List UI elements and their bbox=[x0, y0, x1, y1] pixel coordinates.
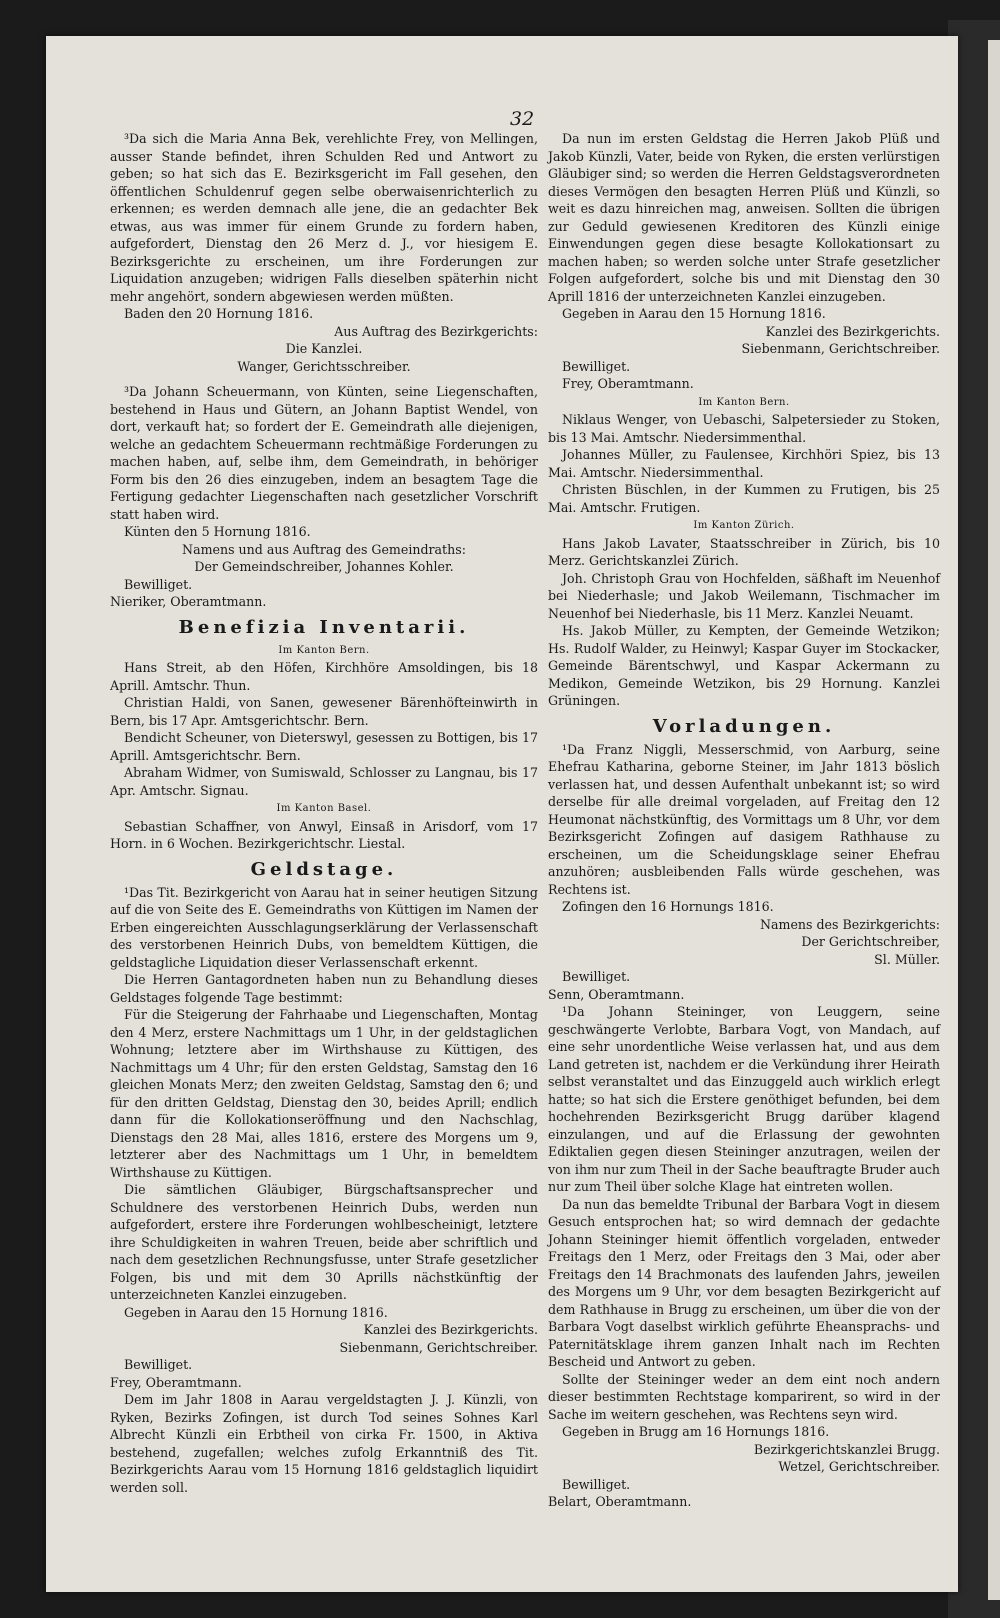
steininger-signature-1: Bezirkgerichtskanzlei Brugg. bbox=[753, 1441, 940, 1457]
notice-scheuermann-signature-1: Namens und aus Auftrag des Gemeindraths: bbox=[182, 541, 466, 557]
niggli-notice-text: ¹Da Franz Niggli, Messerschmid, von Aarburg, seine Ehefrau Katharina, geborne Steiner, im Jahr 1813 böslich verlassen hat, und dessen Aufenthalt unbekannt ist; so wird derselbe für alle dreimal vorgeladen, auf Freitag den 12 Heumonat nächstkünftig, des Vormittags um 8 Uhr, vor dem Bezirksgericht Zofingen auf dasigem Rathhause zu erscheinen, um die Scheidungsklage seiner Ehefrau anzuhören; ausbleibenden Falls würde geschehen, was Rechtens ist. bbox=[548, 741, 940, 897]
geldstage-paragraph-4: Die sämtlichen Gläubiger, Bürgschaftsansprecher und Schuldnere des verstorbenen Heinrich Dubs, werden nun aufgefordert, erstere ihre Forderungen wohlbescheinigt, letztere ihre Schuldigkeiten in wahren Treuen, beide aber schriftlich und nach dem gesetzlichen Rechnungsfusse, unter Strafe gesetzlicher Folgen, bis und mit dem 30 Aprills nächstkünftig der unterzeichneten Kanzlei einzugeben. bbox=[110, 1182, 538, 1302]
geldstage-paragraph-3: Für die Steigerung der Fahrhaabe und Liegenschaften, Montag den 4 Merz, erstere Nachmittags um 1 Uhr, in der geldstaglichen Wohnung; letztere aber im Wirthshause zu Küttigen, des Nachmittags um 4 Uhr; für den ersten Geldstag, Samstag den 16 gleichen Monats Merz; den zweiten Geldstag, Samstag den 6; und für den dritten Geldstag, Dienstag den 30, beides Aprill; endlich dann für die Kollokationseröffnung und den Nachschlag, Dienstags den 28 Mai, alles 1816, erstere des Morgens um 9, letzterer aber des Nachmittags um 1 Uhr, in bemeldtem Wirthshause zu Küttigen. bbox=[110, 1007, 538, 1180]
list-item: Abraham Widmer, von Sumiswald, Schlosser zu Langnau, bis 17 Apr. Amtschr. Signau. bbox=[110, 765, 538, 798]
steininger-approved: Bewilliget. bbox=[562, 1476, 631, 1492]
list-item: Christian Haldi, von Sanen, gewesener Bärenhöfteinwirth in Bern, bis 17 Apr. Amtsgerichtschr. Bern. bbox=[110, 695, 538, 728]
steininger-notice-text-2: Da nun das bemeldte Tribunal der Barbara Vogt in diesem Gesuch entsprochen hat; so wird demnach der gedachte Johann Steininger hiemit öffentlich vorgeladen, entweder Freitags den 1 Merz, oder Freitags den 3 Mai, oder aber Freitags den 14 Brachmonats des laufenden Jahrs, jeweilen des Morgens um 9 Uhr, vor dem besagten Bezirkgericht auf dem Rathhause in Brugg zu erscheinen, um über die von der Barbara Vogt daselbst wirklich geführte Eheansprachs- und Paternitätsklage ihrem ganzen Inhalt nach im Rechten Bescheid und Antwort zu geben. bbox=[548, 1196, 940, 1369]
kuenzli-signature-1: Kanzlei des Bezirkgerichts. bbox=[765, 323, 940, 339]
page-number: 32 bbox=[510, 108, 535, 130]
niggli-approved: Bewilliget. bbox=[562, 969, 631, 984]
heading-geldstage: Geldstage. bbox=[250, 858, 398, 880]
left-column bbox=[110, 130, 538, 1496]
notice-scheuermann-approved: Bewilliget. bbox=[124, 576, 193, 592]
niggli-signature-1: Namens des Bezirkgerichts: bbox=[760, 916, 940, 932]
kuenzli-official: Frey, Oberamtmann. bbox=[562, 376, 694, 391]
notice-bek-signature-3: Wanger, Gerichtsschreiber. bbox=[237, 358, 411, 374]
kuenzli-signature-2: Siebenmann, Gerichtschreiber. bbox=[741, 341, 940, 356]
list-item: Johannes Müller, zu Faulensee, Kirchhöri Spiez, bis 13 Mai. Amtschr. Niedersimmenthal. bbox=[548, 447, 940, 480]
steininger-signature-2: Wetzel, Gerichtschreiber. bbox=[778, 1459, 940, 1474]
niggli-signature-2: Der Gerichtschreiber, bbox=[801, 934, 940, 949]
geldstage-paragraph-2: Die Herren Gantagordneten haben nun zu Behandlung dieses Geldstages folgende Tage bestimmt: bbox=[110, 972, 538, 1005]
notice-scheuermann-signature-2: Der Gemeindschreiber, Johannes Kohler. bbox=[194, 559, 454, 574]
steininger-date: Gegeben in Brugg am 16 Hornungs 1816. bbox=[562, 1424, 830, 1439]
canton-bern-label: Im Kanton Bern. bbox=[278, 644, 370, 656]
notice-bek-signature-1: Aus Auftrag des Bezirkgerichts: bbox=[334, 323, 538, 339]
adjacent-page-edge bbox=[988, 40, 1000, 1600]
niggli-date: Zofingen den 16 Hornungs 1816. bbox=[562, 899, 774, 914]
geldstage-signature-1: Kanzlei des Bezirkgerichts. bbox=[363, 1322, 538, 1337]
geldstage-official: Frey, Oberamtmann. bbox=[110, 1374, 242, 1390]
right-column bbox=[548, 130, 940, 1511]
notice-bek-date: Baden den 20 Hornung 1816. bbox=[124, 306, 314, 321]
niggli-signature-3: Sl. Müller. bbox=[874, 951, 940, 967]
geldstage-signature-2: Siebenmann, Gerichtschreiber. bbox=[339, 1339, 538, 1355]
niggli-official: Senn, Oberamtmann. bbox=[548, 986, 685, 1002]
geldstage-date: Gegeben in Aarau den 15 Hornung 1816. bbox=[124, 1304, 388, 1320]
list-item: Bendicht Scheuner, von Dieterswyl, gesessen zu Bottigen, bis 17 Aprill. Amtsgerichtschr. Bern. bbox=[110, 730, 538, 763]
canton-basel-label: Im Kanton Basel. bbox=[276, 803, 372, 814]
list-item: Niklaus Wenger, von Uebaschi, Salpetersieder zu Stoken, bis 13 Mai. Amtschr. Niedersimmenthal. bbox=[548, 412, 940, 445]
notice-bek-signature-2: Die Kanzlei. bbox=[285, 341, 363, 356]
steininger-official: Belart, Oberamtmann. bbox=[548, 1494, 692, 1509]
canton-bern-label-right: Im Kanton Bern. bbox=[698, 396, 790, 408]
notice-scheuermann-date: Künten den 5 Hornung 1816. bbox=[124, 524, 311, 539]
list-item: Hans Jakob Lavater, Staatsschreiber in Zürich, bis 10 Merz. Gerichtskanzlei Zürich. bbox=[548, 535, 940, 568]
kuenzli-continuation-text: Da nun im ersten Geldstag die Herren Jakob Plüß und Jakob Künzli, Vater, beide von Ryken, die ersten verlürstigen Gläubiger sind; so werden die Herren Geldstagsverordneten dieses Vermögen den besagten Herren Plüß und Künzli, so weit es dazu hinreichen mag, anweisen. Sollten die übrigen zur Geduld gewiesenen Kreditoren des Künzli einige Einwendungen gegen diese besagte Kollokationsart zu machen haben; so werden solche unter Strafe gesetzlicher Folgen aufgefordert, solche bis und mit Dienstag den 30 Aprill 1816 der unterzeichneten Kanzlei einzugeben. bbox=[548, 131, 940, 304]
geldstage-paragraph-5: Dem im Jahr 1808 in Aarau vergeldstagten J. J. Künzli, von Ryken, Bezirks Zofingen, ist durch Tod seines Sohnes Karl Albrecht Künzli ein Erbtheil von cirka Fr. 1500, in Aktiva bestehend, zugefallen; welches zufolg Erkanntniß des Tit. Bezirkgerichts Aarau vom 15 Hornung 1816 geldstaglich liquidirt werden soll. bbox=[110, 1392, 538, 1495]
canton-zurich-label: Im Kanton Zürich. bbox=[693, 520, 795, 531]
list-item: Hs. Jakob Müller, zu Kempten, der Gemeinde Wetzikon; Hs. Rudolf Walder, zu Heinwyl; Kaspar Guyer im Stockacker, Gemeinde Bärentschwyl, und Kaspar Ackermann zu Medikon, Gemeinde Wetzikon, bis 29 Hornung. Kanzlei Grüningen. bbox=[548, 623, 940, 708]
steininger-notice-text: ¹Da Johann Steininger, von Leuggern, seine geschwängerte Verlobte, Barbara Vogt, von Mandach, auf eine sehr unordentliche Weise verlassen hat, und aus dem Land getreten ist, nachdem er die Verkündung ihrer Heirath selbst veranstaltet und das Einzuggeld auch wirklich erlegt hatte; so hat sich die Erstere genöthiget befunden, bei dem hochehrenden Bezirksgericht Brugg darüber klagend einzulangen, und auf die Erlassung der gewohnten Ediktalien gegen diesen Steininger anzutragen, weilen der von ihm nur zum Theil in der Sache beauftragte Bruder auch nur zum Theil über solche Klage hat eintreten wollen. bbox=[548, 1004, 940, 1194]
steininger-notice-text-3: Sollte der Steininger weder an dem eint noch andern dieser bestimmten Rechtstage komparirent, so wird in der Sache im weitern geschehen, was Rechtens seyn wird. bbox=[548, 1371, 940, 1422]
heading-vorladungen: Vorladungen. bbox=[652, 715, 836, 737]
notice-scheuermann-text: ³Da Johann Scheuermann, von Künten, seine Liegenschaften, bestehend in Haus und Gütern, an Johann Baptist Wendel, von dort, verkauft hat; so fordert der E. Gemeindrath alle diejenigen, welche an gedachtem Scheuermann rechtmäßige Forderungen zu machen haben, auf, selbe ihm, dem Gemeindrath, in behöriger Form bis den 26 dies einzugeben, indem an besagtem Tage die Fertigung gedachter Liegenschaften nach gesetzlicher Vorschrift statt haben wird. bbox=[110, 384, 538, 522]
list-item: Christen Büschlen, in der Kummen zu Frutigen, bis 25 Mai. Amtschr. Frutigen. bbox=[548, 482, 940, 515]
geldstage-paragraph-1: ¹Das Tit. Bezirkgericht von Aarau hat in seiner heutigen Sitzung auf die von Seite des E. Gemeindraths von Küttigen im Namen der Erben eingereichten Ausschlagungserklärung der Verlassenschaft des verstorbenen Heinrich Dubs, von bemeldtem Küttigen, die geldstagliche Liquidation dieser Verlassenschaft erkennt. bbox=[110, 884, 538, 970]
list-item: Sebastian Schaffner, von Anwyl, Einsaß in Arisdorf, vom 17 Horn. in 6 Wochen. Bezirkgerichtschr. Liestal. bbox=[110, 818, 538, 851]
geldstage-approved: Bewilliget. bbox=[124, 1357, 193, 1372]
list-item: Hans Streit, ab den Höfen, Kirchhöre Amsoldingen, bis 18 Aprill. Amtschr. Thun. bbox=[110, 660, 538, 693]
kuenzli-date: Gegeben in Aarau den 15 Hornung 1816. bbox=[562, 306, 826, 321]
notice-bek-text: ³Da sich die Maria Anna Bek, verehlichte Frey, von Mellingen, ausser Stande befindet, ihren Schulden Red und Antwort zu geben; so hat sich das E. Bezirksgericht im Fall gesehen, den öffentlichen Schuldenruf gegen selbe oberwaisenrichterlich zu erkennen; es werden demnach alle jene, die an gedachter Bek etwas, aus was immer für einem Grunde zu fordern haben, aufgefordert, Dienstag den 26 Merz d. J., vor hiesigem E. Bezirksgerichte zu erscheinen, um ihre Forderungen zur Liquidation anzugeben; widrigen Falls dieselben späterhin nicht mehr angehört, sondern abgewiesen werden müßten. bbox=[110, 131, 538, 304]
kuenzli-approved: Bewilliget. bbox=[562, 358, 631, 374]
heading-benefizia: Benefizia Inventarii. bbox=[178, 616, 470, 638]
list-item: Joh. Christoph Grau von Hochfelden, säßhaft im Neuenhof bei Niederhasle; und Jakob Weilemann, Tischmacher im Neuenhof bei Niederhasle, bis 11 Merz. Kanzlei Neuamt. bbox=[548, 570, 940, 621]
notice-scheuermann-official: Nieriker, Oberamtmann. bbox=[110, 594, 267, 609]
